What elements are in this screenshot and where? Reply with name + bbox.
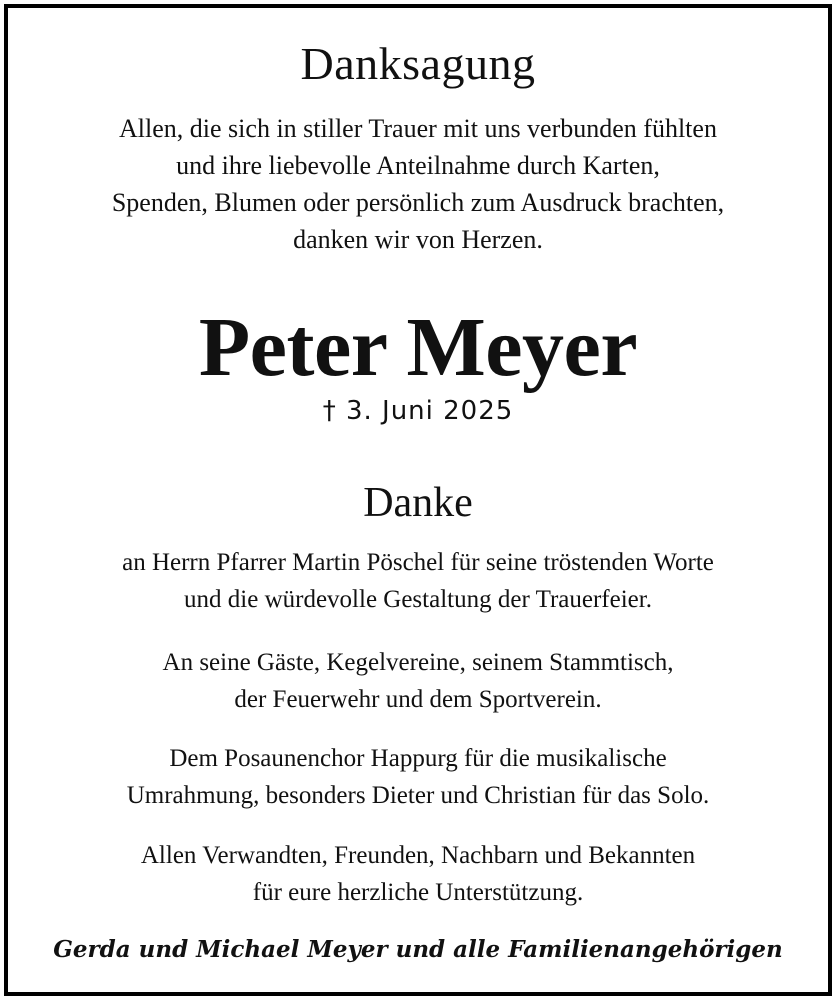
intro-line: und ihre liebevolle Anteilnahme durch Karten, [176,151,660,180]
paragraph-line: Allen Verwandten, Freunden, Nachbarn und Bekannten [140,842,696,869]
paragraph-line: Umrahmung, besonders Dieter und Christian für das Solo. [126,782,710,809]
notice-heading: Danksagung [300,38,536,89]
thanks-heading: Danke [363,480,473,526]
paragraph-line: An seine Gäste, Kegelvereine, seinem Stammtisch, [162,649,674,676]
death-date: † 3. Juni 2025 [322,396,514,426]
intro-line: danken wir von Herzen. [293,225,543,254]
intro-line: Allen, die sich in stiller Trauer mit uns verbunden fühlten [119,114,717,143]
family-signature: Gerda und Michael Meyer und alle Familienangehörigen [53,936,783,963]
intro-text [8,110,828,258]
paragraph-line: an Herrn Pfarrer Martin Pöschel für seine tröstenden Worte [122,549,714,576]
deceased-name: Peter Meyer [198,301,638,394]
paragraph-line: für eure herzliche Unterstützung. [252,879,584,906]
paragraph-line: und die würdevolle Gestaltung der Trauerfeier. [184,586,652,613]
thanks-paragraph-relatives [8,837,828,911]
paragraph-line: der Feuerwehr und dem Sportverein. [234,686,602,713]
thanks-paragraph-guests [8,644,828,718]
thanks-paragraph-choir [8,740,828,814]
intro-line: Spenden, Blumen oder persönlich zum Ausdruck brachten, [111,188,725,217]
paragraph-line: Dem Posaunenchor Happurg für die musikalische [169,745,667,772]
notice-frame [4,4,832,996]
thanks-paragraph-pastor [8,544,828,618]
